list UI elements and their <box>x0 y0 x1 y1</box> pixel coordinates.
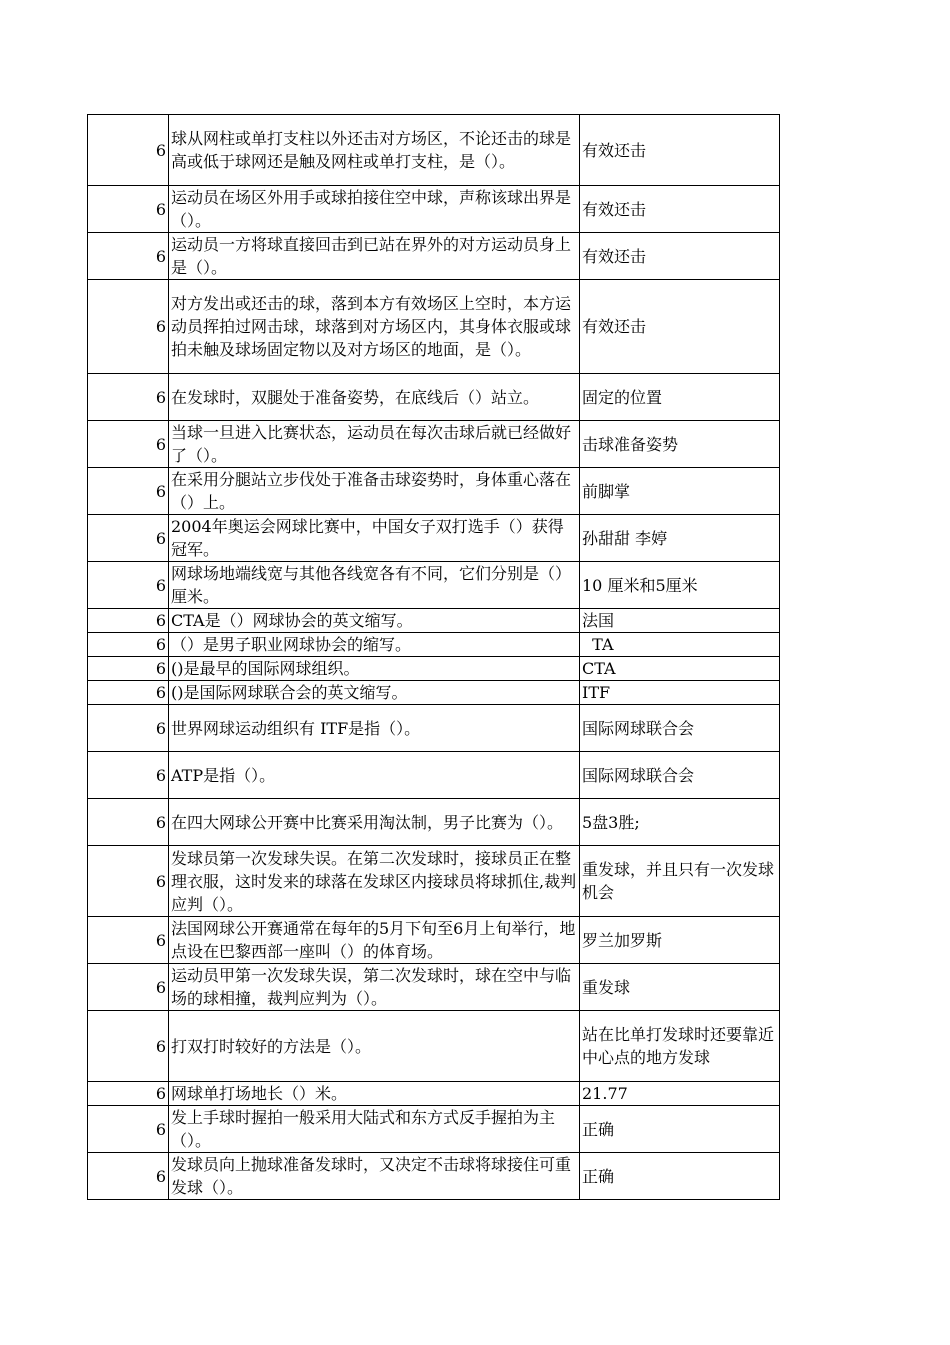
table-row <box>88 657 780 681</box>
table-row <box>88 1106 780 1153</box>
table-row <box>88 374 780 421</box>
table-row <box>88 515 780 562</box>
table-row <box>88 964 780 1011</box>
question-cell: 在四大网球公开赛中比赛采用淘汰制，男子比赛为（）。 <box>169 799 580 846</box>
answer-cell: 有效还击 <box>580 115 780 186</box>
answer-cell: 站在比单打发球时还要靠近中心点的地方发球 <box>580 1011 780 1082</box>
row-number: 6 <box>88 515 169 562</box>
question-cell: ()是最早的国际网球组织。 <box>169 657 580 681</box>
answer-cell: 法国 <box>580 609 780 633</box>
question-cell: 运动员甲第一次发球失误，第二次发球时，球在空中与临场的球相撞，裁判应判为（）。 <box>169 964 580 1011</box>
answer-cell: ITF <box>580 681 780 705</box>
table-row <box>88 705 780 752</box>
table-row <box>88 186 780 233</box>
question-cell: （）是男子职业网球协会的缩写。 <box>169 633 580 657</box>
row-number: 6 <box>88 1011 169 1082</box>
answer-cell: 有效还击 <box>580 233 780 280</box>
row-number: 6 <box>88 421 169 468</box>
row-number: 6 <box>88 846 169 917</box>
question-cell: 对方发出或还击的球，落到本方有效场区上空时，本方运动员挥拍过网击球，球落到对方场区内，其身体衣服或球拍未触及球场固定物以及对方场区的地面，是（）。 <box>169 280 580 374</box>
table-row <box>88 115 780 186</box>
row-number: 6 <box>88 233 169 280</box>
question-cell: CTA是（）网球协会的英文缩写。 <box>169 609 580 633</box>
question-cell: 世界网球运动组织有 ITF是指（）。 <box>169 705 580 752</box>
table-row <box>88 609 780 633</box>
question-cell: ()是国际网球联合会的英文缩写。 <box>169 681 580 705</box>
answer-cell: 国际网球联合会 <box>580 752 780 799</box>
answer-cell: 正确 <box>580 1106 780 1153</box>
question-cell: 当球一旦进入比赛状态，运动员在每次击球后就已经做好了（）。 <box>169 421 580 468</box>
table-row <box>88 752 780 799</box>
table-row <box>88 633 780 657</box>
row-number: 6 <box>88 917 169 964</box>
table-row <box>88 846 780 917</box>
question-cell: 在发球时，双腿处于准备姿势，在底线后（）站立。 <box>169 374 580 421</box>
answer-cell: 固定的位置 <box>580 374 780 421</box>
row-number: 6 <box>88 657 169 681</box>
row-number: 6 <box>88 1106 169 1153</box>
answer-cell: 罗兰加罗斯 <box>580 917 780 964</box>
question-cell: 发球员第一次发球失误。在第二次发球时，接球员正在整理衣服，这时发来的球落在发球区内接球员将球抓住,裁判应判（）。 <box>169 846 580 917</box>
question-cell: ATP是指（）。 <box>169 752 580 799</box>
table-row <box>88 468 780 515</box>
row-number: 6 <box>88 1153 169 1200</box>
answer-cell: 5盘3胜; <box>580 799 780 846</box>
table-row <box>88 681 780 705</box>
answer-cell: 重发球 <box>580 964 780 1011</box>
row-number: 6 <box>88 705 169 752</box>
answer-cell: 21.77 <box>580 1082 780 1106</box>
answer-cell: 有效还击 <box>580 186 780 233</box>
answer-cell: 击球准备姿势 <box>580 421 780 468</box>
row-number: 6 <box>88 681 169 705</box>
table-row <box>88 917 780 964</box>
answer-cell: 10 厘米和5厘米 <box>580 562 780 609</box>
table-row <box>88 1011 780 1082</box>
row-number: 6 <box>88 752 169 799</box>
row-number: 6 <box>88 374 169 421</box>
row-number: 6 <box>88 468 169 515</box>
row-number: 6 <box>88 562 169 609</box>
row-number: 6 <box>88 115 169 186</box>
question-cell: 发球员向上抛球准备发球时，又决定不击球将球接住可重发球（）。 <box>169 1153 580 1200</box>
answer-cell: TA <box>580 633 780 657</box>
answer-cell: 孙甜甜 李婷 <box>580 515 780 562</box>
question-cell: 网球场地端线宽与其他各线宽各有不同，它们分别是（）厘米。 <box>169 562 580 609</box>
table-row <box>88 1153 780 1200</box>
answer-cell: 重发球，并且只有一次发球机会 <box>580 846 780 917</box>
question-cell: 在采用分腿站立步伐处于准备击球姿势时，身体重心落在（）上。 <box>169 468 580 515</box>
answer-cell: 正确 <box>580 1153 780 1200</box>
question-cell: 球从网柱或单打支柱以外还击对方场区，不论还击的球是高或低于球网还是触及网柱或单打支柱，是（）。 <box>169 115 580 186</box>
answer-cell: CTA <box>580 657 780 681</box>
question-cell: 发上手球时握拍一般采用大陆式和东方式反手握拍为主（）。 <box>169 1106 580 1153</box>
answer-cell: 国际网球联合会 <box>580 705 780 752</box>
question-cell: 2004年奥运会网球比赛中，中国女子双打选手（）获得冠军。 <box>169 515 580 562</box>
row-number: 6 <box>88 280 169 374</box>
table-row <box>88 562 780 609</box>
row-number: 6 <box>88 964 169 1011</box>
question-cell: 网球单打场地长（）米。 <box>169 1082 580 1106</box>
row-number: 6 <box>88 186 169 233</box>
question-cell: 法国网球公开赛通常在每年的5月下旬至6月上旬举行，地点设在巴黎西部一座叫（）的体育场。 <box>169 917 580 964</box>
answer-cell: 前脚掌 <box>580 468 780 515</box>
question-cell: 打双打时较好的方法是（）。 <box>169 1011 580 1082</box>
table-row <box>88 421 780 468</box>
row-number: 6 <box>88 1082 169 1106</box>
question-cell: 运动员在场区外用手或球拍接住空中球，声称该球出界是（）。 <box>169 186 580 233</box>
row-number: 6 <box>88 633 169 657</box>
row-number: 6 <box>88 799 169 846</box>
table-row <box>88 1082 780 1106</box>
question-table <box>87 114 780 1200</box>
table-row <box>88 799 780 846</box>
table-row <box>88 280 780 374</box>
answer-cell: 有效还击 <box>580 280 780 374</box>
row-number: 6 <box>88 609 169 633</box>
question-cell: 运动员一方将球直接回击到已站在界外的对方运动员身上是（）。 <box>169 233 580 280</box>
table-row <box>88 233 780 280</box>
